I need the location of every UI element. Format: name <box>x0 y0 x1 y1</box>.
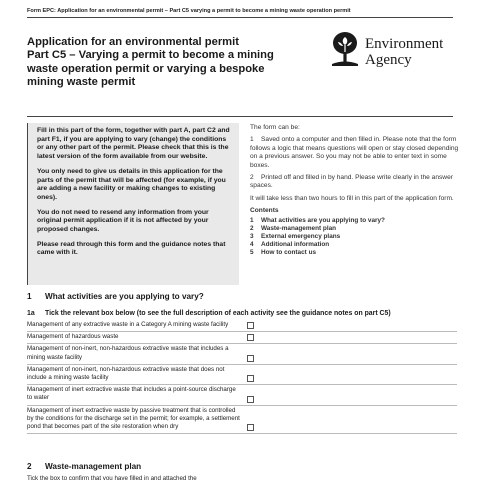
activity-option-label: Management of non-inert, non-hazardous extractive waste that includes a mining waste facility <box>27 345 229 361</box>
activity-checkbox[interactable] <box>247 355 254 362</box>
contents-num: 1 <box>250 216 254 224</box>
title-line-4: mining waste permit <box>27 76 136 89</box>
contents-num: 3 <box>250 233 254 241</box>
intro-paragraph-2: You only need to give us details in this application for the parts of the permit that will be affected (for example, if you are adding a new facility or making changes to existing ones). <box>37 167 226 201</box>
logo-line-2: Agency <box>365 52 412 68</box>
form-option-1-text: Saved onto a computer and then filled in. Please note that the form follows a logic that means questions will open or stay closed depending on a previous answer. So you may not be able to enter text in some boxes. <box>250 136 459 169</box>
contents-item[interactable] <box>250 233 460 241</box>
activity-option <box>27 332 457 344</box>
form-option-2-num: 2 <box>250 174 254 182</box>
header-divider <box>27 17 453 18</box>
contents-label: External emergency plans <box>261 233 341 241</box>
time-estimate: It will take less than two hours to fill in this part of the application form. <box>250 194 454 202</box>
contents-item[interactable] <box>250 249 460 257</box>
contents-label: How to contact us <box>261 249 317 257</box>
section-2-instruction: Tick the box to confirm that you have filled in and attached the <box>27 475 197 480</box>
logo-wordmark <box>365 36 443 68</box>
page-title <box>27 36 317 90</box>
activity-checkbox[interactable] <box>247 424 254 431</box>
activity-option-label: Management of inert extractive waste that includes a point-source discharge to water <box>27 386 236 402</box>
title-line-3: waste operation permit or varying a bespoke <box>27 62 265 75</box>
activity-checkbox[interactable] <box>247 334 254 341</box>
question-1a <box>27 310 391 317</box>
form-option-1-num: 1 <box>250 136 254 144</box>
form-option-1 <box>250 136 460 170</box>
contents-item[interactable] <box>250 241 460 249</box>
environment-agency-logo <box>330 31 460 75</box>
activity-option-label: Management of hazardous waste <box>27 333 119 341</box>
contents-num: 5 <box>250 249 254 257</box>
section-1-heading <box>27 292 204 301</box>
form-info <box>250 124 460 258</box>
intro-paragraph-1: Fill in this part of the form, together with part A, part C2 and part F1, if you are applying to vary (change) the conditions or any other part of the permit. Please check that this is the latest version of the form available from our website. <box>37 127 230 161</box>
activity-checkbox[interactable] <box>247 375 254 382</box>
contents-item[interactable] <box>250 225 460 233</box>
intro-paragraph-4: Please read through this form and the guidance notes that came with it. <box>37 240 226 257</box>
activity-checkbox[interactable] <box>247 396 254 403</box>
form-option-2 <box>250 174 460 191</box>
question-1a-text: Tick the relevant box below (to see the full description of each activity see the guidance notes on part C5) <box>45 310 391 317</box>
running-header: Form EPC: Application for an environmental permit – Part C5 varying a permit to become a mining waste operation permit <box>27 8 351 14</box>
form-option-2-text: Printed off and filled in by hand. Please write clearly in the answer spaces. <box>250 174 453 190</box>
section-2-heading <box>27 462 141 471</box>
section-2-num: 2 <box>27 462 32 471</box>
activity-checkbox[interactable] <box>247 322 254 329</box>
section-2-title: Waste-management plan <box>45 462 142 471</box>
contents-label: What activities are you applying to vary? <box>261 216 385 224</box>
contents-num: 4 <box>250 241 254 249</box>
contents-item[interactable] <box>250 217 460 225</box>
activity-option <box>27 344 457 364</box>
contents-list <box>250 217 460 258</box>
activity-option-label: Management of non-inert, non-hazardous extractive waste that does not include a mining waste facility <box>27 365 225 382</box>
form-info-intro: The form can be: <box>250 124 300 131</box>
activity-option-label: Management of any extractive waste in a Category A mining waste facility <box>27 321 229 328</box>
intro-box <box>27 123 239 285</box>
title-line-1: Application for an environmental permit <box>27 36 239 48</box>
section-1-num: 1 <box>27 292 32 301</box>
activity-option-label: Management of inert extractive waste by passive treatment that is controlled by the conditions for the discharge set in the permit; for example, a settlement pond that becomes part of the site restoration when dry <box>27 406 240 431</box>
tree-logo-icon <box>330 31 360 67</box>
activity-option <box>27 320 457 332</box>
question-1a-num: 1a <box>27 310 35 317</box>
activity-options <box>27 320 457 434</box>
contents-label: Additional information <box>261 241 330 249</box>
contents-label: Waste-management plan <box>261 224 337 232</box>
title-line-2: Part C5 – Varying a permit to become a mining <box>27 49 274 62</box>
activity-option <box>27 406 457 435</box>
logo-line-1: Environment <box>365 36 444 52</box>
contents-num: 2 <box>250 224 254 232</box>
section-1-title: What activities are you applying to vary? <box>45 292 204 301</box>
contents-title: Contents <box>250 207 279 215</box>
activity-option <box>27 365 457 385</box>
intro-paragraph-3: You do not need to resend any information from your original permit application if it is not affected by your proposed changes. <box>37 208 209 234</box>
title-divider <box>27 116 453 117</box>
activity-option <box>27 385 457 405</box>
